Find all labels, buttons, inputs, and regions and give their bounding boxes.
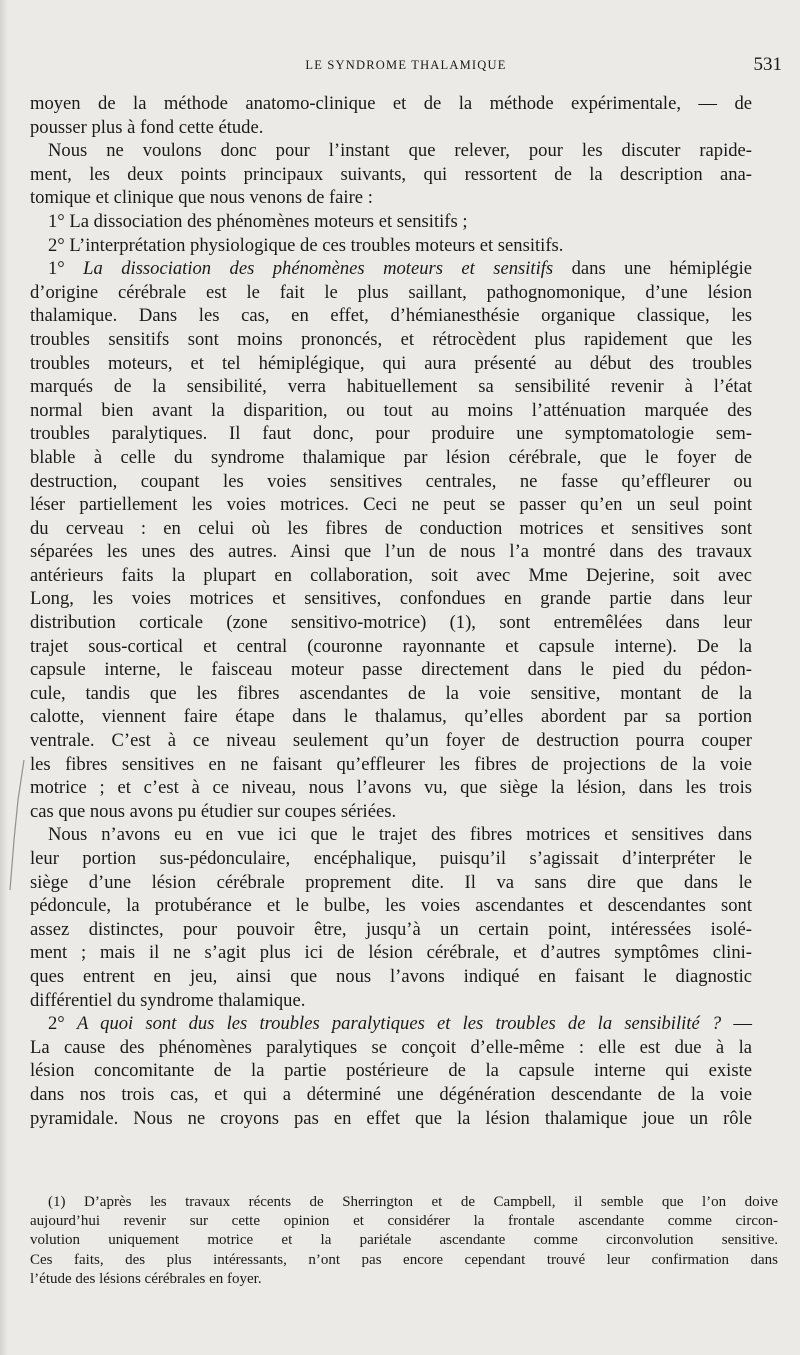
text-line: dans nos trois cas, et qui a déterminé une dégénération descendante de la voie [30, 1083, 752, 1105]
list-item: 1° La dissociation des phénomènes moteurs et sensitifs ; [48, 210, 468, 232]
section-number: 1° [48, 258, 65, 280]
footnote-line: Ces faits, des plus intéressants, n’ont pas encore cependant trouvé leur confirmation dans [30, 1251, 778, 1268]
footnote-line: volution uniquement motrice et la pariétale ascendante comme circonvolution sensitive. [30, 1232, 778, 1249]
section-heading-line [30, 257, 752, 281]
paragraph-start-line: Nous n’avons eu en vue ici que le trajet des fibres motrices et sensitives dans [48, 824, 752, 846]
text-line: leur portion sus-pédonculaire, encéphalique, puisqu’il s’agissait d’interpréter le [30, 848, 752, 869]
text-line: siège d’une lésion cérébrale proprement dite. Il va sans dire que dans le [30, 871, 752, 893]
text-line: blable à celle du syndrome thalamique par lésion cérébrale, que le foyer de [30, 446, 752, 468]
text-line: destruction, coupant les voies sensitives centrales, ne fasse qu’effleurer ou [30, 470, 752, 492]
page-header [30, 56, 782, 78]
section-line-rest: — [733, 1013, 753, 1035]
text-line: troubles moteurs, et tel hémiplégique, qui aura présenté au début des troubles [30, 352, 752, 374]
section-number: 2° [48, 1013, 65, 1035]
text-line: pyramidale. Nous ne croyons pas en effet que la lésion thalamique joue un rôle [30, 1107, 752, 1129]
section-line-rest: dans une hémiplégie [571, 258, 752, 280]
text-line: thalamique. Dans les cas, en effet, d’hémianesthésie organique classique, les [30, 305, 752, 327]
footnote-line: (1) D’après les travaux récents de Sherrington et de Campbell, il semble que l’on doive [48, 1194, 778, 1210]
text-line: assez distinctes, pour pouvoir être, jusqu’à un certain point, intéressées isolé- [30, 918, 752, 940]
text-line: La cause des phénomènes paralytiques se conçoit d’elle-même : elle est due à la [30, 1036, 752, 1058]
section-heading: La dissociation des phénomènes moteurs et sensitifs [83, 258, 554, 280]
footnote-line: l’étude des lésions cérébrales en foyer. [30, 1270, 262, 1287]
text-line: troubles sensitifs sont moins prononcés, et rétrocèdent plus rapidement que les [30, 328, 752, 350]
text-line: ment ; mais il ne s’agit plus ici de lésion cérébrale, et d’autres symptômes clini- [30, 942, 752, 964]
text-line: lésion concomitante de la partie postérieure de la capsule interne qui existe [30, 1060, 752, 1082]
text-line: d’origine cérébrale est le fait le plus saillant, pathognomonique, d’une lésion [30, 281, 752, 303]
binding-shadow [0, 0, 8, 1355]
text-line: capsule interne, le faisceau moteur passe directement dans le pied du pédon- [30, 659, 752, 681]
text-line: cule, tandis que les fibres ascendantes de la voie sensitive, montant de la [30, 682, 752, 704]
text-line: ventrale. C’est à ce niveau seulement qu’un foyer de destruction pourra couper [30, 730, 752, 752]
text-line: pousser plus à fond cette étude. [30, 116, 264, 138]
text-line: les fibres sensitives en ne faisant qu’effleurer les fibres de projections de la voie [30, 753, 752, 775]
text-line: ques entrent en jeu, ainsi que nous l’avons indiqué en faisant le diagnostic [30, 965, 752, 987]
text-line: du cerveau : en celui où les fibres de conduction motrices et sensitives sont [30, 517, 752, 539]
text-line: marqués de la sensibilité, verra habituellement sa sensibilité revenir à l’état [30, 376, 752, 398]
text-line: troubles paralytiques. Il faut donc, pour produire une symptomatologie sem- [30, 423, 752, 445]
footnote [30, 1193, 778, 1289]
section-heading-line [30, 1012, 752, 1036]
text-line: pédoncule, la protubérance et le bulbe, les voies ascendantes et descendantes sont [30, 895, 752, 917]
text-line: léser partiellement les voies motrices. Ceci ne peut se passer qu’en un seul point [30, 494, 752, 516]
text-line: antérieurs faits la plupart en collaboration, soit avec Mme Dejerine, soit avec [30, 564, 752, 586]
body-text [30, 92, 752, 1130]
text-line: normal bien avant la disparition, ou tout au moins l’atténuation marquée des [30, 399, 752, 421]
text-line: calotte, viennent faire étape dans le thalamus, qu’elles abordent par sa portion [30, 706, 752, 728]
text-line: tomique et clinique que nous venons de faire : [30, 187, 373, 209]
list-item: 2° L’interprétation physiologique de ces troubles moteurs et sensitifs. [48, 234, 564, 256]
text-line: motrice ; et c’est à ce niveau, nous l’avons vu, que siège la lésion, dans les trois [30, 777, 752, 799]
running-title: LE SYNDROME THALAMIQUE [305, 58, 507, 72]
paragraph-start-line: Nous ne voulons donc pour l’instant que relever, pour les discuter rapide- [48, 140, 752, 162]
page-number: 531 [753, 54, 782, 75]
text-line: moyen de la méthode anatomo-clinique et de la méthode expérimentale, — de [30, 93, 752, 114]
text-line: distribution corticale (zone sensitivo-motrice) (1), sont entremêlées dans leur [30, 612, 752, 634]
section-heading: A quoi sont dus les troubles paralytiques et les troubles de la sensibilité ? [76, 1013, 722, 1035]
footnote-line: aujourd’hui revenir sur cette opinion et considérer la frontale ascendante comme circon- [30, 1213, 778, 1230]
text-line: différentiel du syndrome thalamique. [30, 989, 306, 1011]
text-line: cas que nous avons pu étudier sur coupes sériées. [30, 800, 397, 822]
text-line: séparées les unes des autres. Ainsi que l’un de nous l’a montré dans des travaux [30, 541, 752, 563]
text-line: ment, les deux points principaux suivants, qui ressortent de la description ana- [30, 163, 752, 185]
text-line: Long, les voies motrices et sensitives, confondues en grande partie dans leur [30, 588, 752, 610]
text-line: trajet sous-cortical et central (couronne rayonnante et capsule interne). De la [30, 635, 752, 657]
